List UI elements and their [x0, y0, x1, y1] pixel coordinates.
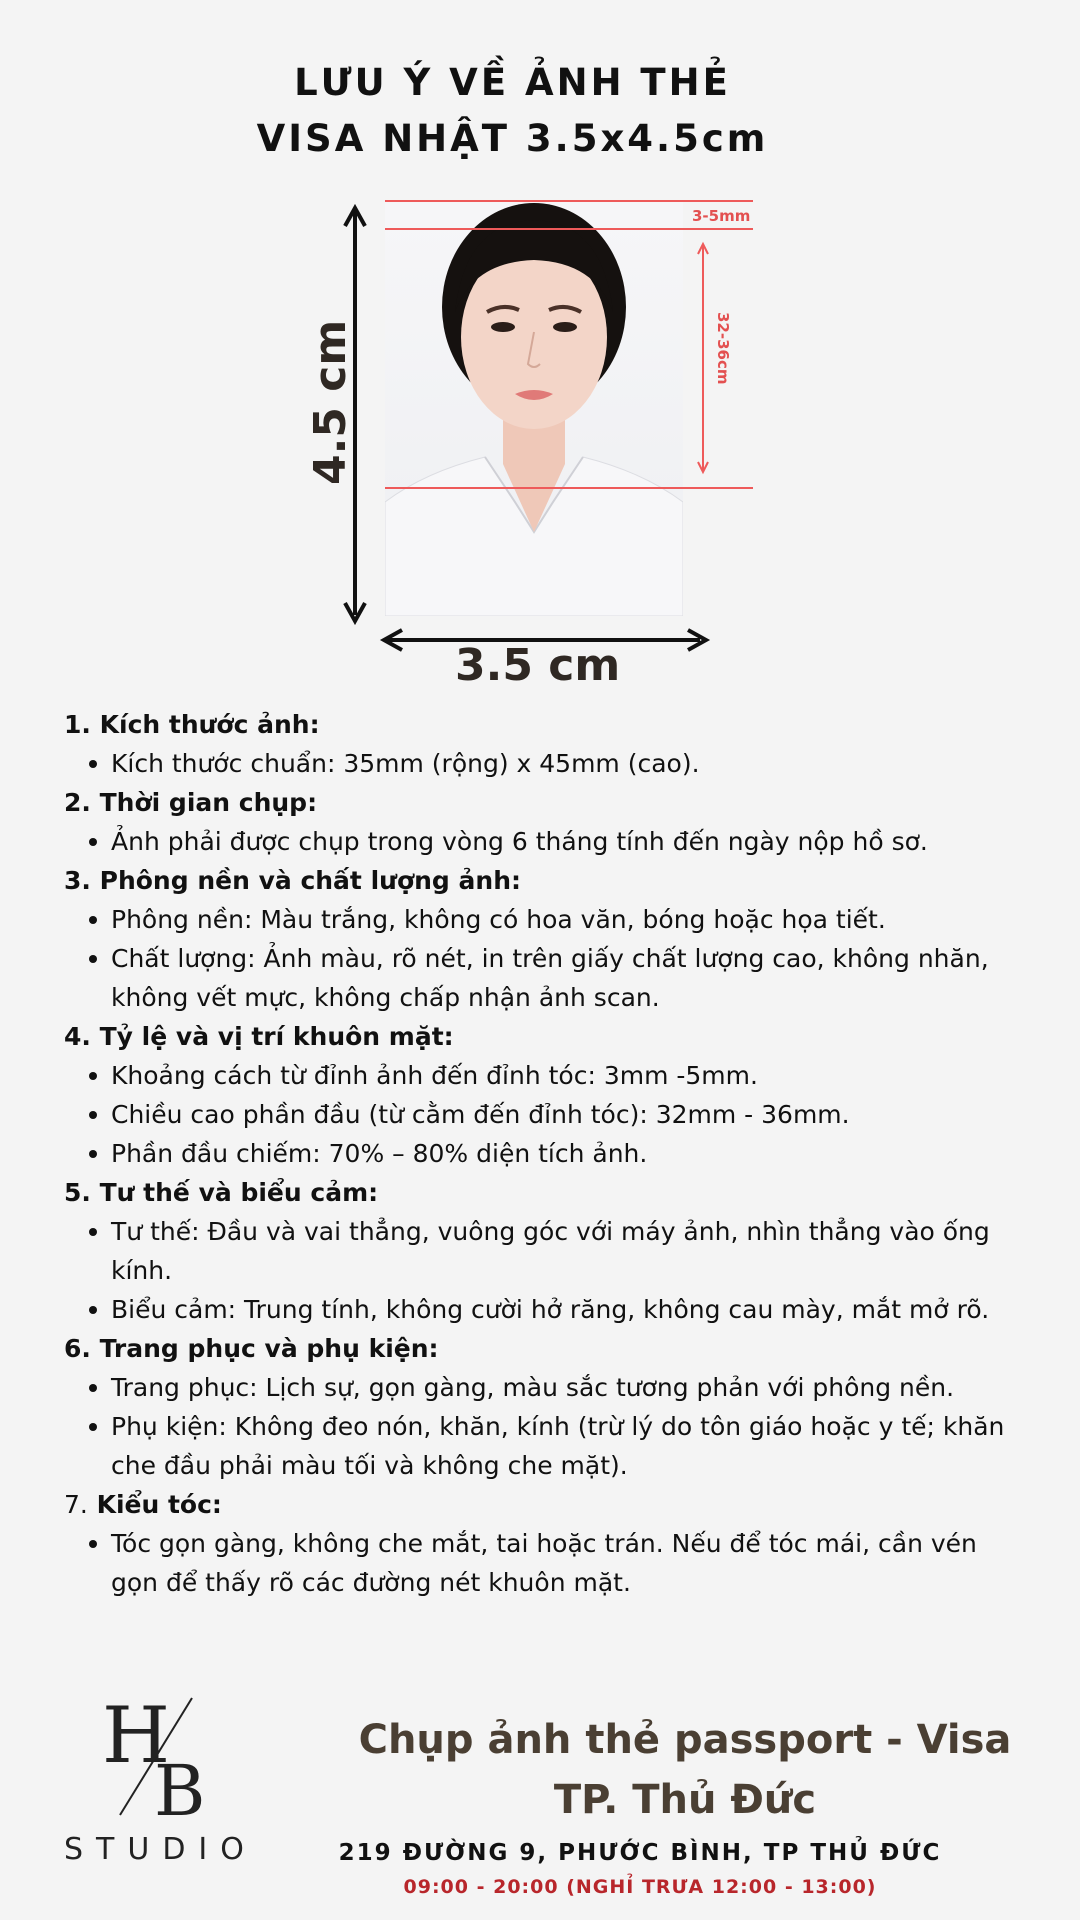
list-item: Biểu cảm: Trung tính, không cười hở răng, không cau mày, mắt mở rõ. [111, 1290, 1024, 1329]
section-title: Thời gian chụp: [99, 788, 318, 817]
svg-text:H: H [102, 1691, 171, 1781]
list-item: Khoảng cách từ đỉnh ảnh đến đỉnh tóc: 3mm -5mm. [111, 1056, 1024, 1095]
section-number: 4. [64, 1022, 91, 1051]
section-time [64, 783, 1024, 861]
top-gap-label: 3-5mm [692, 207, 751, 225]
requirements-list [64, 705, 1024, 1602]
section-size [64, 705, 1024, 783]
title-line-1: LƯU Ý VỀ ẢNH THẺ [294, 61, 731, 104]
title-line-2: VISA NHẬT 3.5x4.5cm [256, 117, 769, 160]
section-number: 7. [64, 1490, 88, 1519]
list-item: Phông nền: Màu trắng, không có hoa văn, bóng hoặc họa tiết. [111, 900, 1024, 939]
section-hair [64, 1485, 1024, 1602]
section-title: Kích thước ảnh: [99, 710, 320, 739]
studio-address: 219 ĐƯỜNG 9, PHƯỚC BÌNH, TP THỦ ĐỨC [338, 1840, 942, 1866]
list-item: Ảnh phải được chụp trong vòng 6 tháng tính đến ngày nộp hồ sơ. [111, 822, 1024, 861]
studio-wordmark: STUDIO [64, 1832, 257, 1867]
list-item: Tóc gọn gàng, không che mắt, tai hoặc trán. Nếu để tóc mái, cần vén gọn để thấy rõ các đường nét khuôn mặt. [111, 1524, 1024, 1602]
footer-title-line-2: TP. Thủ Đức [553, 1777, 817, 1823]
section-attire [64, 1329, 1024, 1485]
section-number: 1. [64, 710, 91, 739]
list-item: Tư thế: Đầu và vai thẳng, vuông góc với máy ảnh, nhìn thẳng vào ống kính. [111, 1212, 1024, 1290]
list-item: Trang phục: Lịch sự, gọn gàng, màu sắc tương phản với phông nền. [111, 1368, 1024, 1407]
list-item: Kích thước chuẩn: 35mm (rộng) x 45mm (cao). [111, 744, 1024, 783]
section-number: 3. [64, 866, 91, 895]
section-title: Trang phục và phụ kiện: [99, 1334, 439, 1363]
opening-hours: 09:00 - 20:00 (NGHỈ TRƯA 12:00 - 13:00) [403, 1876, 877, 1898]
section-title: Tỷ lệ và vị trí khuôn mặt: [99, 1022, 454, 1051]
section-number: 2. [64, 788, 91, 817]
section-title: Phông nền và chất lượng ảnh: [99, 866, 521, 895]
list-item: Phần đầu chiếm: 70% – 80% diện tích ảnh. [111, 1134, 1024, 1173]
section-title: Tư thế và biểu cảm: [99, 1178, 379, 1207]
section-face-ratio [64, 1017, 1024, 1173]
section-number: 5. [64, 1178, 91, 1207]
measurement-arrows [0, 0, 1080, 700]
list-item: Chiều cao phần đầu (từ cằm đến đỉnh tóc): 32mm - 36mm. [111, 1095, 1024, 1134]
height-label: 4.5 cm [305, 319, 356, 485]
hb-logo-mark [62, 1690, 262, 1830]
section-title: Kiểu tóc: [96, 1490, 222, 1519]
section-number: 6. [64, 1334, 91, 1363]
width-label: 3.5 cm [455, 640, 621, 691]
photo-diagram [0, 0, 1080, 700]
svg-text:B: B [154, 1750, 206, 1830]
footer-title [320, 1710, 1050, 1830]
footer-title-line-1: Chụp ảnh thẻ passport - Visa [358, 1717, 1012, 1763]
list-item: Phụ kiện: Không đeo nón, khăn, kính (trừ lý do tôn giáo hoặc y tế; khăn che đầu phải màu tối và không che mặt). [111, 1407, 1024, 1485]
section-background [64, 861, 1024, 1017]
list-item: Chất lượng: Ảnh màu, rõ nét, in trên giấy chất lượng cao, không nhăn, không vết mực, không chấp nhận ảnh scan. [111, 939, 1024, 1017]
head-height-label: 32-36cm [714, 312, 732, 385]
section-pose [64, 1173, 1024, 1329]
